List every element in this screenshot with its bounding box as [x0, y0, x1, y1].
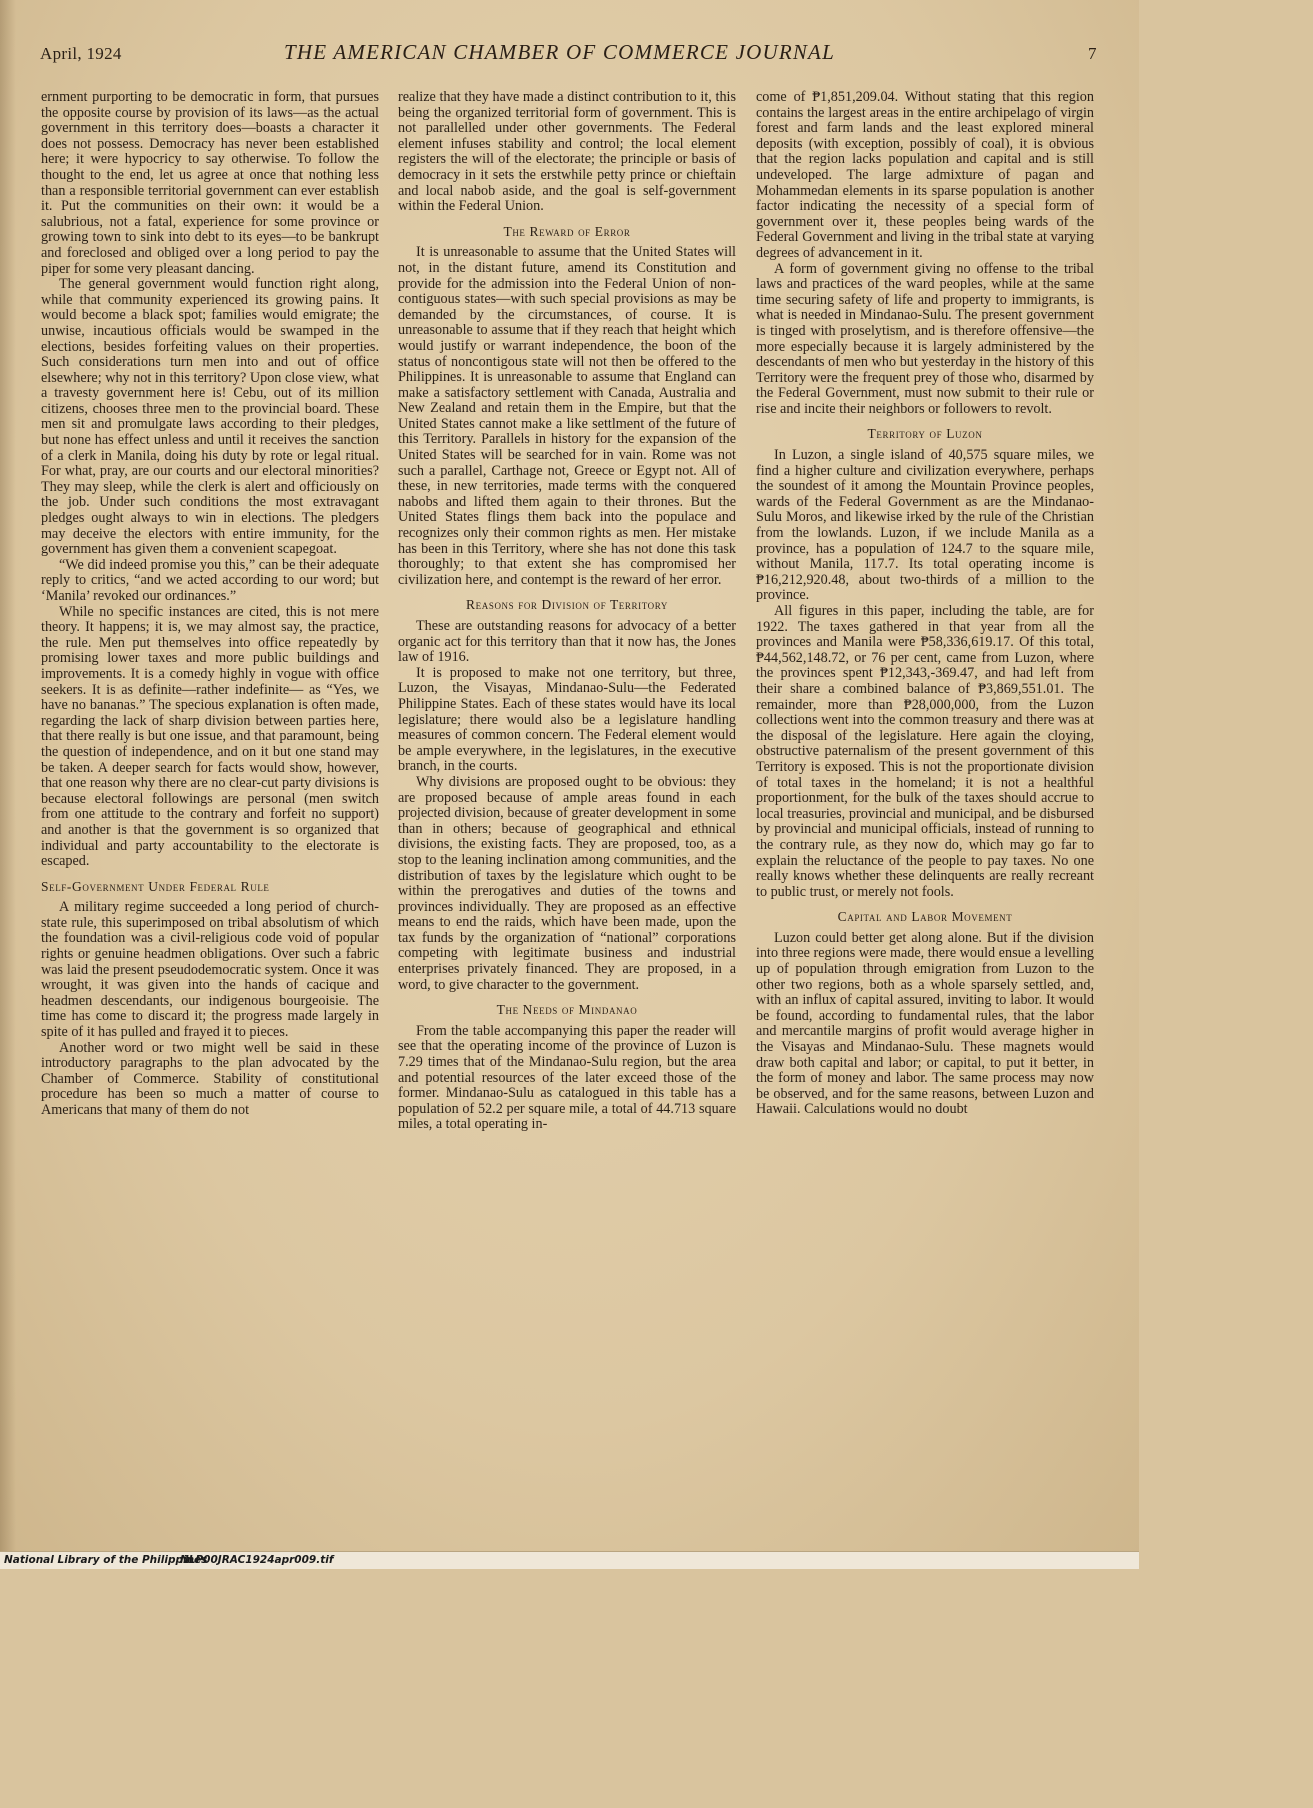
text-column-2	[398, 90, 736, 1133]
section-heading: Capital and Labor Movement	[837, 909, 1013, 925]
paragraph: It is proposed to make not one territory, but three, Luzon, the Visayas, Mindanao-Sulu—the Federated Philippine States. Each of these states would have its local legislature; there would also be a legislature handling measures of common concern. The Federal element would be ample everywhere, in the legislatures, in the executive branch, in the courts.	[398, 664, 736, 775]
paragraph: Another word or two might well be said in these introductory paragraphs to the plan advocated by the Chamber of Commerce. Stability of constitutional procedure has been so much a matter of course to Americans that many of them do not	[41, 1039, 379, 1118]
paragraph: From the table accompanying this paper the reader will see that the operating income of the province of Luzon is 7.29 times that of the Mindanao-Sulu region, but the area and potential resources of the later exceed those of the former. Mindanao-Sulu as catalogued in this table has a population of 52.2 per square mile, a total of 44.713 square miles, a total operating in-	[398, 1022, 736, 1133]
paragraph: It is unreasonable to assume that the United States will not, in the distant future, amend its Constitution and provide for the admission into the Federal Union of non-contiguous states—with such special provisions as may be demanded by the circumstances, of course. It is unreasonable to assume that if they reach that height which would justify or warrant independence, the boon of the status of noncontigous state will not then be offered to the Philippines. It is unreasonable to assume that England can make a satisfactory settlement with Canada, Australia and New Zealand and retain them in the Empire, but that the United States cannot make a like settlment of the future of this Territory. Parallels in history for the expansion of the United States will be searched for in vain. Rome was not such a parallel, Carthage not, Greece or Egypt not. All of these, in new territories, made terms with the conquered nabobs and lifted them again to their thrones. But the United States flings them back into the populace and recognizes only their common rights as men. Her mistake has been in this Territory, where she has not done this task thoroughly; to that extent she has compromised her civilization here, and contempt is the reward of her error.	[398, 244, 736, 588]
paragraph: realize that they have made a distinct contribution to it, this being the organized territorial form of government. This is not parallelled under other governments. The Federal element infuses stability and control; the local element registers the will of the electorate; the principle or basis of democracy in it sets the erstwhile petty prince or chieftain and local nabob aside, and the goal is self-government within the Federal Union.	[398, 89, 736, 215]
paragraph: All figures in this paper, including the table, are for 1922. The taxes gathered in that year from all the provinces and Manila were ₱58,336,619.17. Of this total, ₱44,562,148.72, or 76 per cent, came from Luzon, where the provinces spent ₱12,343,-369.47, and had left from their share a combined balance of ₱3,869,551.01. The remainder, more than ₱28,000,000, from the Luzon collections went into the common treasury and there was at the disposal of the legislature. Here again the cloying, obstructive paternalism of the present government of this Territory is exposed. This is not the proportionate division of total taxes in the homeland; it is not a healthful proportionment, for the bulk of the taxes should accrue to local treasuries, provincial and municipal, and be disbursed by provincial and municipal officials, instead of running to the contrary rule, as they now do, which may go far to explain the reluctance of the people to pay taxes. No one really knows whether these delinquents are really recreant to public trust, or merely not fools.	[756, 603, 1094, 900]
paragraph: Why divisions are proposed ought to be obvious: they are proposed because of ample areas found in each projected division, because of greater development in some than in others; because of geographical and ethnical divisions, the existing facts. They are proposed, too, as a stop to the leaning inclination among communities, and the distribution of taxes by the legislature which ought to be within the prerogatives and duties of the towns and provinces individually. They are proposed as an effective means to end the raids, which have been made, upon the tax funds by the organization of “national” corporations competing with legitimate business and industrial enterprises privately financed. They are proposed, in a word, to give character to the government.	[398, 773, 736, 993]
paragraph: While no specific instances are cited, this is not mere theory. It happens; it is, we may almost say, the practice, the rule. Men put themselves into office repeatedly by promising lower taxes and more public buildings and improvements. It is a comedy highly in vogue with office seekers. It is as definite—rather indefinite— as “Yes, we have no bananas.” The specious explanation is often made, regarding the lack of sharp division between parties here, that there really is but one issue, and that paramount, being the question of independence, and on it but one stand may be taken. A deeper search for facts would show, however, that one reason why there are no clear-cut party divisions is because electoral followings are personal (men switch from one attitude to the contrary and forfeit no support) and another is that the government is so organized that individual and party accountability to the electorate is escaped.	[41, 603, 379, 870]
paragraph: come of ₱1,851,209.04. Without stating that this region contains the largest areas in the entire archipelago of virgin forest and farm lands and the least explored mineral deposits (with exception, possibly of coal), it is obvious that the region lacks population and capital and is still undeveloped. The large admixture of pagan and Mohammedan elements in its sparse population is another factor indicating the necessity of a special form of government over it, these peoples being wards of the Federal Government and living in the tribal state at varying degrees of advancement in it.	[756, 89, 1094, 261]
paragraph: The general government would function right along, while that community experienced its growing pains. It would become a black spot; families would emigrate; the unwise, incautious officials would be swamped in the elections, besides forfeiting values on their properties. Such considerations turn men into and out of office elsewhere; why not in this territory? Upon close view, what a travesty government here is! Cebu, out of its million citizens, chooses three men to the provincial board. These men sit and promulgate laws according to their pledges, but none has effect unless and until it receives the sanction of a clerk in Manila, doing his duty by rote or legal ritual. For what, pray, are our courts and our electoral minorities? They may sleep, while the clerk is alert and officiously on the job. Under such conditions the most extravagant pledges ought always to win in elections. The pledgers may deceive the electors with entire immunity, for the government has given them a convenient scapegoat.	[41, 276, 379, 558]
section-heading: The Reward of Error	[503, 223, 631, 239]
section-heading: Self-Government Under Federal Rule	[41, 878, 270, 894]
paragraph: “We did indeed promise you this,” can be their adequate reply to critics, “and we acted according to our word; but ‘Manila’ revoked our ordinances.”	[41, 556, 379, 604]
section-heading: Reasons for Division of Territory	[466, 597, 668, 613]
paragraph: ernment purporting to be democratic in form, that pursues the opposite course by provision of its laws—as the actual government in this territory does—boasts a character it does not possess. Democracy has never been established here; it were hypocricy to say otherwise. To follow the thought to the end, let us agree at once that nothing less than a responsible territorial government can ever establish it. Put the communities on their own: it would be a salubrious, not a fatal, experience for some province or growing town to sink into debt to its eyes—to be bankrupt and foreclosed and obliged over a long period to pay the piper for some very pleasant dancing.	[41, 89, 379, 277]
paragraph: A form of government giving no offense to the tribal laws and practices of the ward peoples, while at the same time securing safety of life and property to immigrants, is what is needed in Mindanao-Sulu. The present government is tinged with proselytism, and is therefore offensive—the more especially because it is largely administered by the descendants of men who but yesterday in the history of this Territory were the frequent prey of those who, disarmed by the Federal Government, must now submit to their rule or rise and incite their neighbors or followers to revolt.	[756, 260, 1094, 417]
library-credit: National Library of the Philippines	[4, 1554, 208, 1566]
text-column-1	[41, 90, 379, 1119]
issue-date: April, 1924	[40, 44, 122, 63]
page-spine-shadow	[0, 0, 16, 1551]
scan-footer	[0, 1551, 1139, 1569]
journal-title: THE AMERICAN CHAMBER OF COMMERCE JOURNAL	[284, 40, 835, 64]
paragraph: These are outstanding reasons for advocacy of a better organic act for this territory than that it now has, the Jones law of 1916.	[398, 618, 736, 666]
paragraph: A military regime succeeded a long period of church-state rule, this superimposed on tribal absolutism of which the foundation was a civil-religious code void of popular rights or genuine headmen obligations. Over such a fabric was laid the present pseudodemocratic system. Once it was wrought, it was given into the hands of cacique and headmen descendants, our indigenous bourgeoisie. The time has come to discard it; the progress made largely in spite of it has pulled and frayed it to pieces.	[41, 899, 379, 1041]
scan-file-name: NLP00JRAC1924apr009.tif	[180, 1554, 334, 1566]
page-header	[0, 40, 1139, 70]
page-number: 7	[1088, 44, 1097, 63]
section-heading: The Needs of Mindanao	[496, 1002, 638, 1018]
text-column-3	[756, 90, 1094, 1118]
paragraph: In Luzon, a single island of 40,575 square miles, we find a higher culture and civilization everywhere, perhaps the soundest of it among the Mountain Province peoples, wards of the Federal Government as are the Mindanao-Sulu Moros, and likewise irked by the rule of the Christian from the lowlands. Luzon, if we include Manila as a province, has a population of 124.7 to the square mile, without Manila, 117.7. Its total operating income is ₱16,212,920.48, about two-thirds of a million to the province.	[756, 447, 1094, 604]
paragraph: Luzon could better get along alone. But if the division into three regions were made, there would ensue a levelling up of population through emigration from Luzon to the other two regions, both as a whole sparsely settled, and, with an influx of capital assured, inviting to labor. It would be found, according to fundamental rules, that the labor and mercantile margins of profit would average higher in the Visayas and Mindanao-Sulu. These magnets would draw both capital and labor; or capital, to put it better, in the form of money and labor. The same process may now be observed, and for the same reasons, between Luzon and Hawaii. Calculations would no doubt	[756, 929, 1095, 1118]
section-heading: Territory of Luzon	[867, 426, 983, 442]
